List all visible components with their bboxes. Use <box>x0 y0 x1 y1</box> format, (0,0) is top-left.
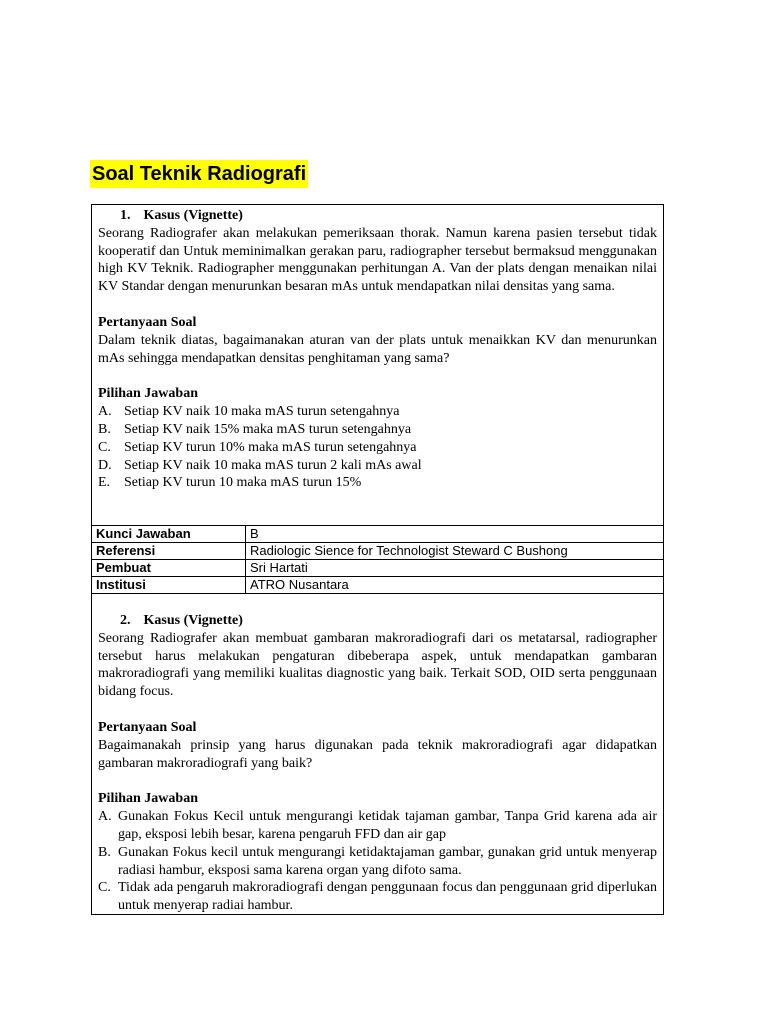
meta-value: Sri Hartati <box>246 560 664 577</box>
question-2-options-label: Pilihan Jawaban <box>98 791 198 807</box>
meta-row-answer-key <box>92 526 664 543</box>
option-letter: A. <box>98 809 112 825</box>
question-1-question-label: Pertanyaan Soal <box>98 314 197 330</box>
meta-value: ATRO Nusantara <box>246 577 664 594</box>
question-2-options <box>98 808 657 915</box>
document-title: Soal Teknik Radiografi <box>90 160 308 188</box>
meta-value: B <box>246 526 664 543</box>
question-1-options-label: Pilihan Jawaban <box>98 386 198 402</box>
option-c <box>98 879 657 915</box>
option-d <box>98 457 657 475</box>
meta-key: Kunci Jawaban <box>92 526 246 543</box>
option-text: Gunakan Fokus Kecil untuk mengurangi ketidak tajaman gambar, Tanpa Grid karena ada air gap, eksposi lebih besar, karena pengaruh FFD dan air gap <box>118 809 657 842</box>
option-b <box>98 844 657 880</box>
meta-row-reference <box>92 543 664 560</box>
meta-key: Pembuat <box>92 560 246 577</box>
question-1-heading-text: Kasus (Vignette) <box>143 208 243 223</box>
option-letter: B. <box>98 421 111 437</box>
question-2-number: 2. <box>120 613 131 628</box>
option-text: Setiap KV naik 10 maka mAS turun setengahnya <box>124 404 400 420</box>
option-text: Setiap KV naik 10 maka mAS turun 2 kali mAs awal <box>124 457 422 473</box>
option-c <box>98 439 657 457</box>
question-1-question-text: Dalam teknik diatas, bagaimanakan aturan van der plats untuk menaikkan KV dan menurunkan mAs sehingga mendapatkan densitas penghitaman yang sama? <box>98 332 657 366</box>
option-text: Gunakan Fokus kecil untuk mengurangi ketidaktajaman gambar, gunakan grid untuk menyerap radiasi hambur, eksposi sama karena organ yang difoto sama. <box>118 844 657 878</box>
option-letter: C. <box>98 880 111 896</box>
option-letter: C. <box>98 439 111 455</box>
question-2-heading-text: Kasus (Vignette) <box>143 613 243 628</box>
question-1-heading <box>98 207 657 225</box>
question-1-options <box>98 403 657 492</box>
question-2-box <box>91 594 664 915</box>
answer-meta-table <box>91 525 664 594</box>
question-1-case-text: Seorang Radiografer akan melakukan pemeriksaan thorak. Namun karena pasien tersebut tidak kooperatif dan Untuk meminimalkan gerakan paru, radiographer tersebut bermaksud menggunakan high KV Teknik. Radiographer menggunakan perhitungan A. Van der plats dengan menaikan nilai KV Standar dengan menurunkan besaran mAs untuk mendapatkan nilai densitas yang sama. <box>98 225 657 295</box>
meta-key: Institusi <box>92 577 246 594</box>
option-letter: B. <box>98 844 111 860</box>
question-2-case-text: Seorang Radiografer akan membuat gambaran makroradiografi dari os metatarsal, radiographer tersebut harus melakukan pengaturan dibeberapa aspek, untuk mendapatkan gambaran makroradiografi yang memiliki kualitas diagnostic yang baik. Terkait SOD, OID serta penggunaan bidang focus. <box>98 630 657 700</box>
meta-value: Radiologic Sience for Technologist Steward C Bushong <box>246 543 664 560</box>
option-a <box>98 808 657 844</box>
question-2-heading <box>98 612 657 630</box>
question-2-question-text: Bagaimanakah prinsip yang harus digunakan pada teknik makroradiografi agar didapatkan gambaran makroradiografi yang baik? <box>98 737 657 771</box>
question-1-box <box>91 204 664 526</box>
meta-key: Referensi <box>92 543 246 560</box>
meta-row-author <box>92 560 664 577</box>
option-letter: E. <box>98 475 111 491</box>
option-e <box>98 474 657 492</box>
option-letter: A. <box>98 404 112 420</box>
option-text: Setiap KV turun 10% maka mAS turun setengahnya <box>124 439 417 455</box>
question-2-question-label: Pertanyaan Soal <box>98 719 197 735</box>
meta-row-institution <box>92 577 664 594</box>
option-text: Tidak ada pengaruh makroradiografi dengan penggunaan focus dan penggunaan grid diperlukan untuk menyerap radiai hambur. <box>118 880 657 914</box>
option-letter: D. <box>98 457 112 473</box>
option-b <box>98 421 657 439</box>
question-1-number: 1. <box>120 208 131 223</box>
option-text: Setiap KV naik 15% maka mAS turun setengahnya <box>124 421 412 437</box>
option-text: Setiap KV turun 10 maka mAS turun 15% <box>124 475 362 491</box>
option-a <box>98 403 657 421</box>
